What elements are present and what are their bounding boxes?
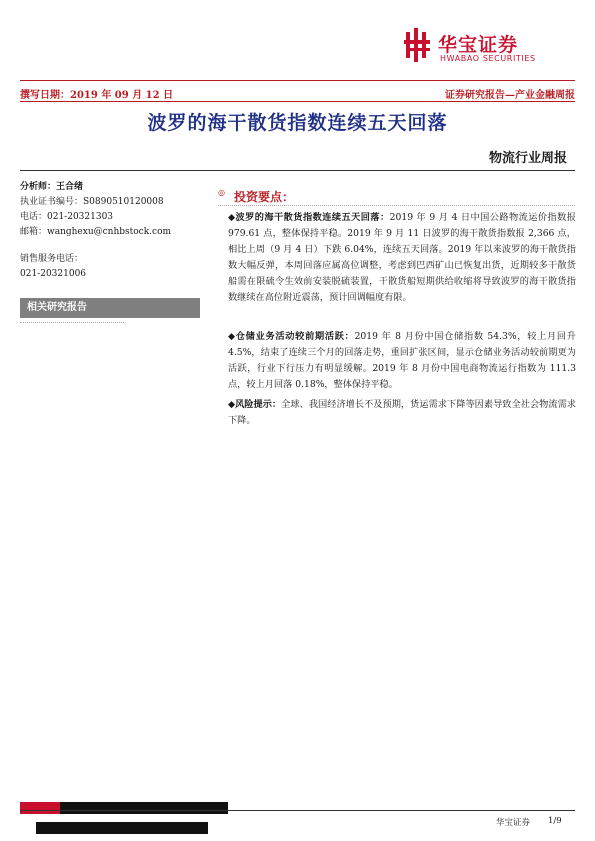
footer-contact-bar — [36, 822, 208, 834]
analyst-phone: 电话：021-20321303 — [20, 212, 114, 222]
footer-rule — [20, 810, 575, 811]
bullet-warehouse-head: ◆仓储业务活动较前期活跃： — [228, 331, 355, 342]
bullet-risk-head: ◆风险提示： — [228, 399, 282, 410]
bullet-risk-body: 全球、我国经济增长不及预期，货运需求下降等因素导致全社会物流需求下降。 — [228, 399, 576, 426]
bullet-baltic-index-head: ◆波罗的海干散货指数连续五天回落： — [228, 212, 390, 223]
company-logo — [404, 28, 574, 68]
analyst-cert: 执业证书编号：S0890510120008 — [20, 197, 164, 207]
bullet-baltic-index-body: 2019 年 9 月 4 日中国公路物流运价指数报 979.61 点，整体保持平稳。2019 年 9 月 11 日波罗的海干散货指数报 2,366 点，相比上周（9 月 4 日）下跌 6.04%，连续五天回落。2019 年以来波罗的海干散货指数大幅反弹，本周回落应属高位调整，考虑到巴西矿山已恢复出货，近期较多干散货船需在限硫令生效前安装脱硫装置，干散货船短期供给收缩将导致波罗的海干散货指数继续在高位附近震荡，预计回调幅度有限。 — [228, 212, 576, 303]
footer-company: 华宝证券 — [496, 818, 531, 828]
footer-page-number: 1/9 — [548, 816, 562, 826]
analyst-email: 邮箱：wanghexu@cnhbstock.com — [20, 227, 172, 237]
header-bar — [20, 83, 575, 101]
header-rule-top — [20, 80, 575, 81]
related-reports-divider — [20, 322, 124, 323]
bullet-warehouse — [228, 329, 576, 393]
analyst-info — [20, 180, 200, 282]
sales-phone: 021-20321006 — [20, 269, 87, 279]
report-date: 撰写日期：2019 年 09 月 12 日 — [20, 90, 174, 101]
related-reports-header: 相关研究报告 — [20, 298, 200, 318]
analyst-name: 分析师：王合绪 — [20, 182, 84, 192]
bullet-warehouse-body: 2019 年 8 月份中国仓储指数 54.3%，较上月回升 4.5%，结束了连续三个月的回落走势，重回扩张区间，显示仓储业务活动较前期更为活跃，行业下行压力有明显缓解。2019 年 8 月份中国电商物流运行指数为 111.3 点，较上月回落 0.18%，整体保持平稳。 — [228, 331, 576, 390]
report-title: 波罗的海干散货指数连续五天回落 — [147, 112, 448, 134]
footer-disclaimer-accent — [20, 802, 60, 814]
investment-heading: 投资要点： — [234, 190, 295, 204]
header-rule-bottom — [20, 101, 575, 102]
logo-chinese-text: 华宝证券 — [438, 34, 519, 56]
title-divider — [20, 170, 575, 171]
investment-divider — [218, 205, 575, 206]
bullet-risk — [228, 397, 576, 429]
report-subtitle: 物流行业周报 — [488, 151, 567, 166]
bullet-baltic-index — [228, 210, 576, 306]
sales-label: 销售服务电话： — [20, 254, 84, 264]
section-bullet-icon: ◎ — [218, 188, 225, 197]
hwabao-logo-icon — [404, 28, 432, 62]
logo-english-text: HWABAO SECURITIES — [440, 54, 536, 63]
report-type: 证券研究报告—产业金融周报 — [445, 90, 575, 101]
